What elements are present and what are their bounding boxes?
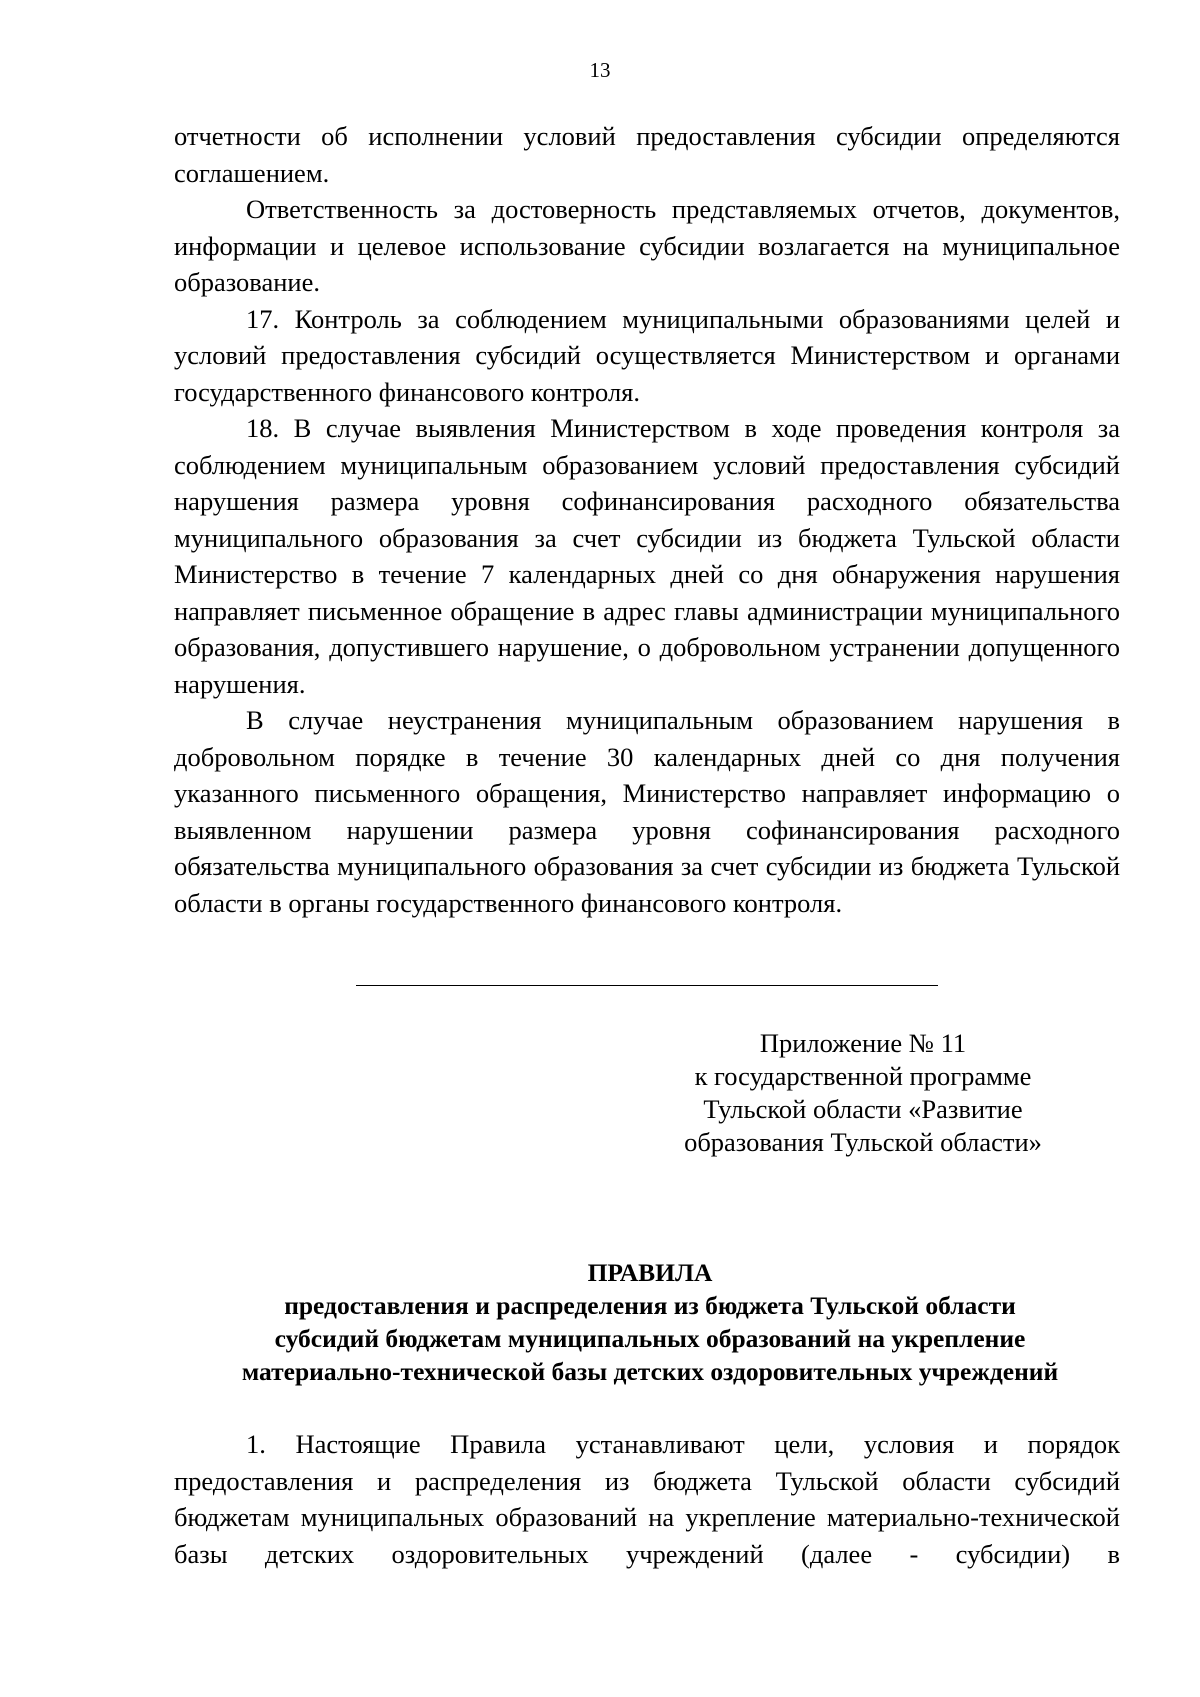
- paragraph-clause-17: 17. Контроль за соблюдением муниципальными образованиями целей и условий предоставления субсидий осуществляется Министерством и органами государственного финансового контроля.: [174, 303, 1120, 407]
- continuation-text: [174, 118, 1120, 921]
- appendix-line-program: к государственной программе: [694, 1061, 1032, 1091]
- paragraph-non-elimination: В случае неустранения муниципальным образованием нарушения в добровольном порядке в течение 30 календарных дней со дня получения указанного письменного обращения, Министерство направляет информацию о выявленном нарушении размера уровня софинансирования расходного обязательства муниципального образования за счет субсидии из бюджета Тульской области в органы государственного финансового контроля.: [174, 705, 1120, 918]
- page-number: 13: [589, 58, 611, 82]
- section-separator-line: [356, 985, 938, 986]
- appendix-number: Приложение № 11: [759, 1028, 967, 1058]
- rules-subtitle-line-1: предоставления и распределения из бюджета Тульской области: [284, 1291, 1016, 1320]
- appendix-line-education: образования Тульской области»: [684, 1127, 1042, 1157]
- rules-title-block: [120, 1256, 1180, 1388]
- rules-heading: ПРАВИЛА: [587, 1258, 713, 1287]
- appendix-header: [646, 1027, 1080, 1159]
- rules-subtitle-line-3: материально-технической базы детских оздоровительных учреждений: [241, 1357, 1059, 1386]
- rules-subtitle-line-2: субсидий бюджетам муниципальных образований на укрепление: [274, 1324, 1026, 1353]
- rules-paragraph-1: 1. Настоящие Правила устанавливают цели, условия и порядок предоставления и распределения из бюджета Тульской области субсидий бюджетам муниципальных образований на укрепление материально-технической базы детских оздоровительных учреждений (далее - субсидии) в: [174, 1429, 1120, 1569]
- paragraph-reporting-terms: отчетности об исполнении условий предоставления субсидии определяются соглашением.: [174, 121, 1120, 188]
- paragraph-responsibility: Ответственность за достоверность представляемых отчетов, документов, информации и целевое использование субсидии возлагается на муниципальное образование.: [174, 194, 1120, 297]
- paragraph-clause-18: 18. В случае выявления Министерством в ходе проведения контроля за соблюдением муниципальным образованием условий предоставления субсидий нарушения размера уровня софинансирования расходного обязательства муниципального образования за счет субсидии из бюджета Тульской области Министерство в течение 7 календарных дней со дня обнаружения нарушения направляет письменное обращение в адрес главы администрации муниципального образования, допустившего нарушение, о добровольном устранении допущенного нарушения.: [174, 413, 1120, 699]
- rules-body: [174, 1426, 1120, 1572]
- appendix-line-region: Тульской области «Развитие: [703, 1094, 1023, 1124]
